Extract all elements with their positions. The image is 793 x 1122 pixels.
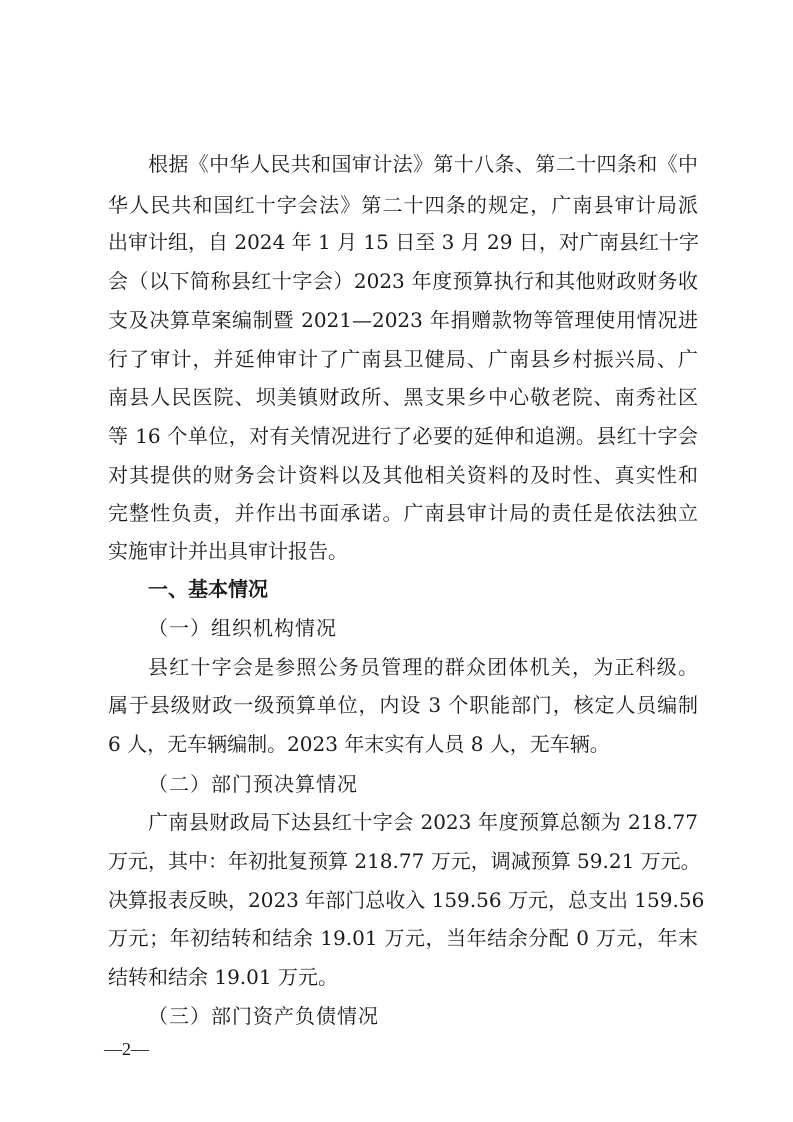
section-heading: 一、基本情况 xyxy=(148,577,268,601)
paragraph-line: 属于县级财政一级预算单位，内设 3 个职能部门，核定人员编制 xyxy=(108,693,698,717)
subsection-heading: （一）组织机构情况 xyxy=(148,616,337,640)
subsection-heading: （三）部门资产负债情况 xyxy=(148,1004,379,1028)
paragraph-line: 对其提供的财务会计资料以及其他相关资料的及时性、真实性和 xyxy=(108,463,698,487)
paragraph-line: 出审计组，自 2024 年 1 月 15 日至 3 月 29 日，对广南县红十字 xyxy=(108,230,699,254)
paragraph-line: 完整性负责，并作出书面承诺。广南县审计局的责任是依法独立 xyxy=(108,501,698,525)
paragraph-line: 实施审计并出具审计报告。 xyxy=(108,539,348,563)
paragraph-line: 万元；年初结转和结余 19.01 万元，当年结余分配 0 万元，年末 xyxy=(108,926,698,950)
paragraph-line: 支及决算草案编制暨 2021—2023 年捐赠款物等管理使用情况进 xyxy=(108,308,698,332)
subsection-heading: （二）部门预决算情况 xyxy=(148,772,358,796)
paragraph-line: 广南县财政局下达县红十字会 2023 年度预算总额为 218.77 xyxy=(148,810,698,834)
paragraph-line: 等 16 个单位，对有关情况进行了必要的延伸和追溯。县红十字会 xyxy=(108,424,698,448)
paragraph-line: 决算报表反映，2023 年部门总收入 159.56 万元，总支出 159.56 xyxy=(108,888,705,912)
page-number: —2— xyxy=(104,1039,149,1059)
paragraph-line: 行了审计，并延伸审计了广南县卫健局、广南县乡村振兴局、广 xyxy=(108,347,698,371)
paragraph-line: 6 人，无车辆编制。2023 年末实有人员 8 人，无车辆。 xyxy=(108,732,610,756)
paragraph-line: 县红十字会是参照公务员管理的群众团体机关，为正科级。 xyxy=(148,655,698,679)
paragraph-line: 结转和结余 19.01 万元。 xyxy=(108,965,338,989)
paragraph-line: 南县人民医院、坝美镇财政所、黑支果乡中心敬老院、南秀社区 xyxy=(108,385,698,409)
paragraph-line: 华人民共和国红十字会法》第二十四条的规定，广南县审计局派 xyxy=(108,193,698,217)
paragraph-line: 会（以下简称县红十字会）2023 年度预算执行和其他财政财务收 xyxy=(108,269,698,293)
paragraph-line: 根据《中华人民共和国审计法》第十八条、第二十四条和《中 xyxy=(148,152,698,176)
paragraph-line: 万元，其中：年初批复预算 218.77 万元，调减预算 59.21 万元。 xyxy=(108,849,701,873)
